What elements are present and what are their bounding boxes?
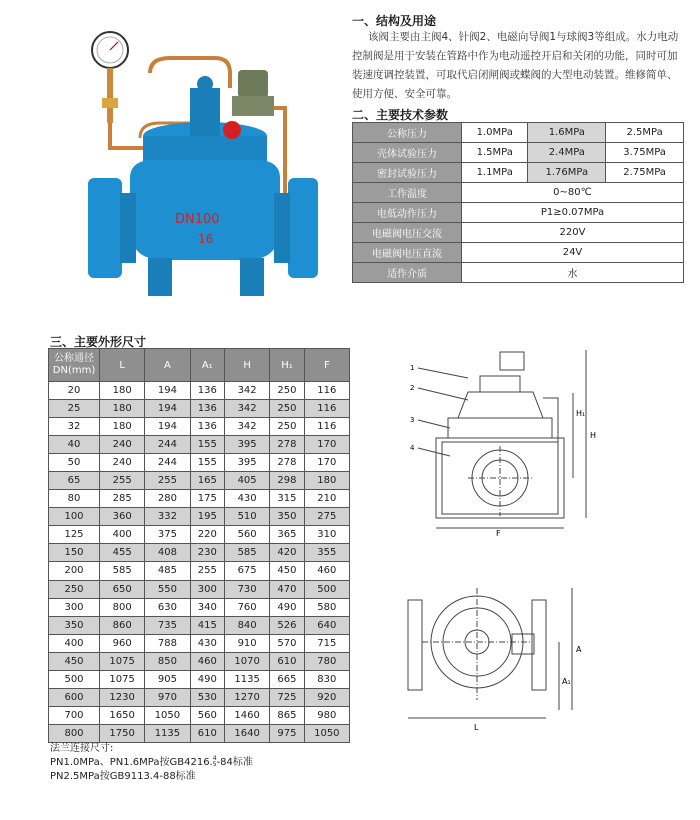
dim-cell: 100: [49, 508, 100, 526]
dim-cell: 116: [304, 382, 349, 400]
dim-cell: 310: [304, 526, 349, 544]
dim-cell: 250: [270, 400, 304, 418]
dim-cell: 155: [190, 436, 224, 454]
dim-cell: 136: [190, 400, 224, 418]
spec-row: [353, 203, 684, 223]
flange-notes: [50, 742, 253, 784]
dim-cell: 760: [224, 598, 269, 616]
dim-cell: 298: [270, 472, 304, 490]
dim-table-row: [49, 490, 350, 508]
dim-cell: 420: [270, 544, 304, 562]
dim-cell: 830: [304, 670, 349, 688]
dim-cell: 905: [145, 670, 190, 688]
dim-table-row: [49, 418, 350, 436]
dim-table-row: [49, 472, 350, 490]
dim-header-a: A: [145, 349, 190, 382]
dim-cell: 700: [49, 706, 100, 724]
dim-cell: 280: [145, 490, 190, 508]
dim-cell: 342: [224, 400, 269, 418]
dim-label-l: L: [474, 723, 479, 732]
note-line-2b: -84标准: [216, 757, 253, 768]
drawing-label-3: 3: [410, 416, 415, 424]
spec-value: P1≥0.07MPa: [462, 203, 684, 223]
dim-cell: 360: [100, 508, 145, 526]
dim-cell: 365: [270, 526, 304, 544]
spec-row: [353, 123, 684, 143]
dim-table-row: [49, 616, 350, 634]
dim-cell: 180: [100, 382, 145, 400]
spec-value: 1.0MPa: [462, 123, 528, 143]
dim-cell: 170: [304, 454, 349, 472]
top-view-drawing: [404, 580, 604, 745]
spec-value: 220V: [462, 223, 684, 243]
spec-label: 工作温度: [353, 183, 462, 203]
dim-cell: 116: [304, 418, 349, 436]
spec-row: [353, 143, 684, 163]
spec-value: 2.4MPa: [528, 143, 606, 163]
dim-cell: 210: [304, 490, 349, 508]
dim-cell: 1050: [304, 724, 349, 742]
drawing-label-2: 2: [410, 384, 415, 392]
dim-cell: 1135: [145, 724, 190, 742]
spec-row: [353, 243, 684, 263]
spec-value: 2.75MPa: [606, 163, 684, 183]
spec-label: 电磁阀电压交流: [353, 223, 462, 243]
dim-cell: 400: [49, 634, 100, 652]
dim-cell: 500: [304, 580, 349, 598]
dim-cell: 350: [270, 508, 304, 526]
dim-cell: 585: [100, 562, 145, 580]
dim-cell: 788: [145, 634, 190, 652]
dim-cell: 460: [304, 562, 349, 580]
dim-cell: 136: [190, 418, 224, 436]
dim-cell: 165: [190, 472, 224, 490]
dim-cell: 560: [190, 706, 224, 724]
valve-product-photo: [80, 28, 320, 300]
dim-cell: 675: [224, 562, 269, 580]
photo-body-text-2: 16: [198, 232, 214, 246]
dim-cell: 40: [49, 436, 100, 454]
spec-row: [353, 163, 684, 183]
dim-cell: 570: [270, 634, 304, 652]
drawing-label-1: 1: [410, 364, 415, 372]
dim-table-row: [49, 382, 350, 400]
dim-cell: 530: [190, 688, 224, 706]
dim-cell: 1460: [224, 706, 269, 724]
dim-cell: 194: [145, 418, 190, 436]
dim-cell: 550: [145, 580, 190, 598]
spec-value: 3.75MPa: [606, 143, 684, 163]
dim-table-row: [49, 562, 350, 580]
dim-cell: 355: [304, 544, 349, 562]
spec-label: 电低动作压力: [353, 203, 462, 223]
dim-cell: 630: [145, 598, 190, 616]
dim-cell: 116: [304, 400, 349, 418]
dim-cell: 180: [304, 472, 349, 490]
dim-cell: 715: [304, 634, 349, 652]
dim-cell: 430: [190, 634, 224, 652]
dim-cell: 585: [224, 544, 269, 562]
section3-title: 三、主要外形尺寸: [50, 335, 147, 349]
dim-cell: 600: [49, 688, 100, 706]
dim-header-l: L: [100, 349, 145, 382]
dim-header-h1: H₁: [270, 349, 304, 382]
dim-cell: 278: [270, 454, 304, 472]
drawing-label-4: 4: [410, 444, 415, 452]
dim-cell: 1070: [224, 652, 269, 670]
dim-table-row: [49, 706, 350, 724]
dim-cell: 244: [145, 454, 190, 472]
dim-cell: 640: [304, 616, 349, 634]
dim-cell: 195: [190, 508, 224, 526]
spec-value: 1.1MPa: [462, 163, 528, 183]
photo-body-text-1: DN100: [175, 212, 220, 227]
dim-cell: 50: [49, 454, 100, 472]
spec-value: 1.76MPa: [528, 163, 606, 183]
dim-cell: 450: [270, 562, 304, 580]
spec-value: 1.6MPa: [528, 123, 606, 143]
dim-cell: 665: [270, 670, 304, 688]
dim-cell: 285: [100, 490, 145, 508]
dim-cell: 735: [145, 616, 190, 634]
dim-cell: 430: [224, 490, 269, 508]
spec-value: 1.5MPa: [462, 143, 528, 163]
dim-cell: 408: [145, 544, 190, 562]
dim-cell: 170: [304, 436, 349, 454]
dim-cell: 580: [304, 598, 349, 616]
dim-cell: 960: [100, 634, 145, 652]
dim-cell: 500: [49, 670, 100, 688]
dim-cell: 800: [49, 724, 100, 742]
dimensions-table: [48, 348, 350, 743]
dim-cell: 194: [145, 400, 190, 418]
dim-cell: 240: [100, 454, 145, 472]
dim-cell: 255: [145, 472, 190, 490]
spec-label: 壳体试验压力: [353, 143, 462, 163]
dim-table-row: [49, 634, 350, 652]
spec-value: 2.5MPa: [606, 123, 684, 143]
spec-row: [353, 263, 684, 283]
dim-cell: 342: [224, 382, 269, 400]
dim-table-row: [49, 400, 350, 418]
section1-title: 一、结构及用途: [352, 14, 437, 28]
dim-cell: 490: [270, 598, 304, 616]
dim-cell: 200: [49, 562, 100, 580]
dim-cell: 315: [270, 490, 304, 508]
dim-label-f: F: [496, 529, 501, 538]
dim-cell: 650: [100, 580, 145, 598]
dim-cell: 395: [224, 436, 269, 454]
dim-label-h1: H₁: [576, 409, 586, 418]
dim-label-a1: A₁: [562, 677, 571, 686]
dim-cell: 840: [224, 616, 269, 634]
dim-table-row: [49, 652, 350, 670]
dim-cell: 125: [49, 526, 100, 544]
dim-cell: 244: [145, 436, 190, 454]
dim-cell: 155: [190, 454, 224, 472]
dim-cell: 415: [190, 616, 224, 634]
handwheel-icon: [223, 121, 241, 139]
dim-cell: 975: [270, 724, 304, 742]
dim-cell: 460: [190, 652, 224, 670]
dim-cell: 342: [224, 418, 269, 436]
dim-cell: 510: [224, 508, 269, 526]
dim-table-row: [49, 508, 350, 526]
dim-cell: 250: [49, 580, 100, 598]
dim-table-row: [49, 580, 350, 598]
spec-value: 24V: [462, 243, 684, 263]
spec-label: 公称压力: [353, 123, 462, 143]
side-view-drawing: [408, 338, 608, 538]
dim-cell: 1750: [100, 724, 145, 742]
dim-cell: 1075: [100, 670, 145, 688]
dim-cell: 1230: [100, 688, 145, 706]
spec-value: 水: [462, 263, 684, 283]
dim-cell: 230: [190, 544, 224, 562]
spec-label: 电磁阀电压直流: [353, 243, 462, 263]
dim-cell: 526: [270, 616, 304, 634]
dim-cell: 980: [304, 706, 349, 724]
dim-header-dn-text: 公称通径 DN(mm): [52, 353, 96, 376]
dim-label-h: H: [590, 431, 597, 440]
dim-cell: 150: [49, 544, 100, 562]
dim-cell: 490: [190, 670, 224, 688]
dim-cell: 240: [100, 436, 145, 454]
dim-cell: 20: [49, 382, 100, 400]
dim-cell: 910: [224, 634, 269, 652]
section2-title: 二、主要技术参数: [352, 108, 449, 122]
dim-cell: 250: [270, 418, 304, 436]
note-line-1: 法兰连接尺寸:: [50, 743, 114, 754]
dim-cell: 1135: [224, 670, 269, 688]
dim-table-row: [49, 724, 350, 742]
dim-cell: 180: [100, 418, 145, 436]
dim-header-dn: [49, 349, 100, 382]
dim-cell: 278: [270, 436, 304, 454]
dim-cell: 275: [304, 508, 349, 526]
note-frac-bottom: 5: [212, 761, 217, 768]
dim-cell: 25: [49, 400, 100, 418]
dim-cell: 800: [100, 598, 145, 616]
dim-cell: 32: [49, 418, 100, 436]
dim-cell: 332: [145, 508, 190, 526]
dim-cell: 220: [190, 526, 224, 544]
dim-cell: 405: [224, 472, 269, 490]
note-line-2: [50, 756, 253, 770]
dim-table-row: [49, 670, 350, 688]
dim-cell: 1650: [100, 706, 145, 724]
dim-cell: 610: [190, 724, 224, 742]
dim-cell: 920: [304, 688, 349, 706]
dim-cell: 970: [145, 688, 190, 706]
spec-label: 适作介质: [353, 263, 462, 283]
dim-cell: 1075: [100, 652, 145, 670]
dim-cell: 860: [100, 616, 145, 634]
dim-cell: 730: [224, 580, 269, 598]
dim-cell: 250: [270, 382, 304, 400]
dim-cell: 560: [224, 526, 269, 544]
dim-cell: 485: [145, 562, 190, 580]
dim-cell: 375: [145, 526, 190, 544]
dim-cell: 300: [190, 580, 224, 598]
spec-label: 密封试验压力: [353, 163, 462, 183]
dim-cell: 780: [304, 652, 349, 670]
spec-value: 0~80℃: [462, 183, 684, 203]
dim-cell: 395: [224, 454, 269, 472]
note-line-2a: PN1.0MPa、PN1.6MPa按GB4216.: [50, 757, 213, 768]
dim-cell: 340: [190, 598, 224, 616]
dim-cell: 194: [145, 382, 190, 400]
dim-cell: 1640: [224, 724, 269, 742]
dim-cell: 255: [190, 562, 224, 580]
dim-table-row: [49, 544, 350, 562]
dim-cell: 300: [49, 598, 100, 616]
dim-cell: 1050: [145, 706, 190, 724]
section1-body: 该阀主要由主阀4、针阀2、电磁向导阀1与球阀3等组成。水力电动控制阀是用于安装在管路中作为电动遥控开启和关闭的功能，同时可加装速度调控装置，可取代启闭闸阀或蝶阀的大型电动装置。维修简单、使用方便、安全可靠。: [352, 31, 679, 100]
dim-table-body: [49, 382, 350, 743]
dim-cell: 80: [49, 490, 100, 508]
spec-row: [353, 183, 684, 203]
dim-cell: 136: [190, 382, 224, 400]
dim-table-row: [49, 454, 350, 472]
dim-cell: 865: [270, 706, 304, 724]
dim-cell: 455: [100, 544, 145, 562]
tech-params-table: [352, 122, 684, 283]
note-frac-top: 4: [212, 755, 217, 762]
note-line-3: PN2.5MPa按GB9113.4-88标准: [50, 771, 196, 782]
dim-table-row: [49, 526, 350, 544]
dim-cell: 255: [100, 472, 145, 490]
dim-cell: 400: [100, 526, 145, 544]
dim-header-h: H: [224, 349, 269, 382]
dim-cell: 850: [145, 652, 190, 670]
dim-cell: 175: [190, 490, 224, 508]
dim-header-row: [49, 349, 350, 382]
dim-header-f: F: [304, 349, 349, 382]
spec-row: [353, 223, 684, 243]
dim-cell: 610: [270, 652, 304, 670]
dim-cell: 180: [100, 400, 145, 418]
dim-header-a1: A₁: [190, 349, 224, 382]
dim-cell: 450: [49, 652, 100, 670]
dim-cell: 1270: [224, 688, 269, 706]
dim-label-a: A: [576, 645, 582, 654]
dim-table-row: [49, 598, 350, 616]
dim-table-row: [49, 688, 350, 706]
dim-cell: 350: [49, 616, 100, 634]
dim-cell: 65: [49, 472, 100, 490]
dim-table-row: [49, 436, 350, 454]
dim-cell: 470: [270, 580, 304, 598]
dim-cell: 725: [270, 688, 304, 706]
